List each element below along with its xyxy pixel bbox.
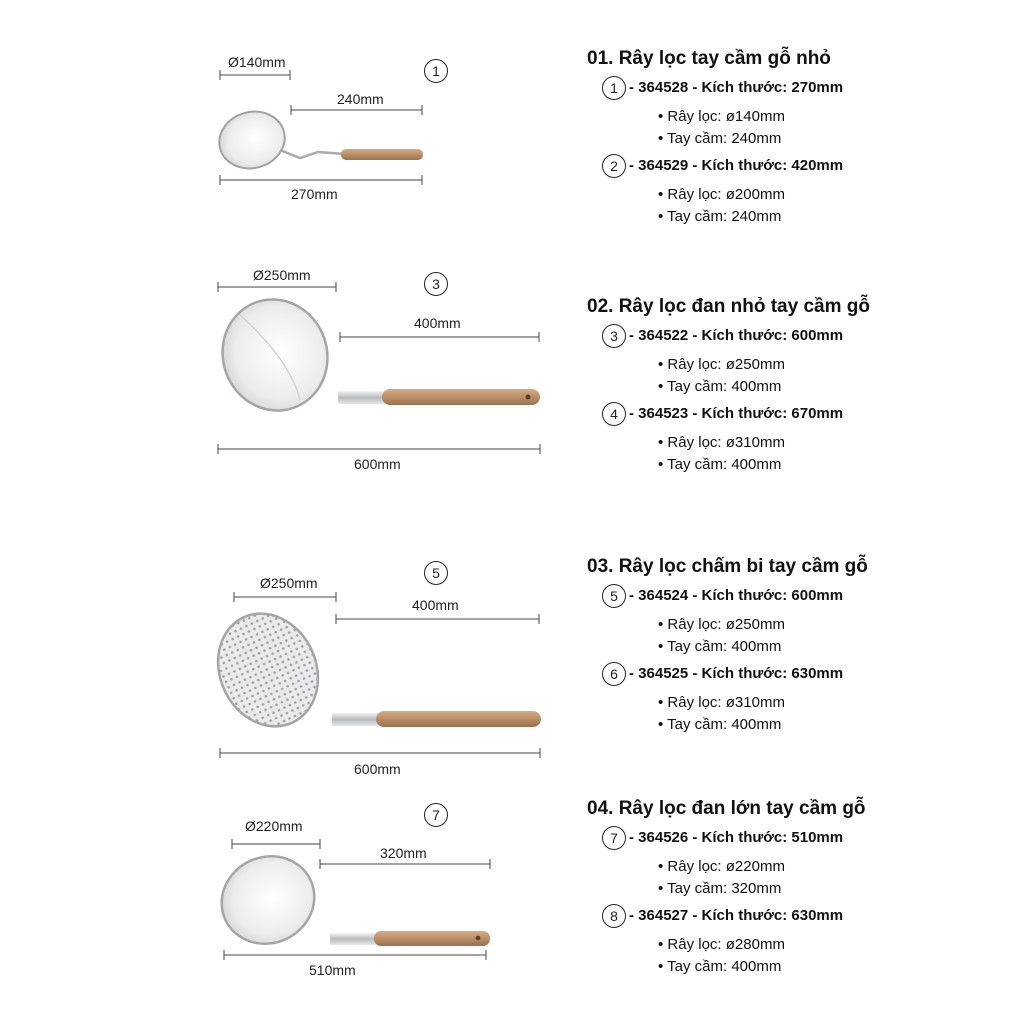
- product-line-364526: [602, 826, 843, 850]
- spec-strainer: • Rây lọc: ø280mm: [658, 936, 785, 953]
- product-label: - 364527 - Kích thước: 630mm: [629, 906, 844, 924]
- illustration-number-1: 1: [424, 59, 448, 83]
- product-label: - 364524 - Kích thước: 600mm: [629, 586, 844, 604]
- product-number: 2: [602, 154, 626, 178]
- handle-label-3: 400mm: [414, 315, 461, 331]
- spec-handle: • Tay cầm: 240mm: [658, 130, 782, 147]
- product-line-364528: [602, 76, 843, 100]
- product-line-364527: [602, 904, 843, 928]
- spec-strainer: • Rây lọc: ø220mm: [658, 858, 785, 875]
- diameter-label-5: Ø250mm: [260, 575, 318, 591]
- diameter-label-3: Ø250mm: [253, 267, 311, 283]
- diameter-label-7: Ø220mm: [245, 818, 303, 834]
- handle-label-1: 240mm: [337, 91, 384, 107]
- product-number: 7: [602, 826, 626, 850]
- section-title-3: 03. Rây lọc chấm bi tay cầm gỗ: [587, 556, 868, 577]
- handle-label-5: 400mm: [412, 597, 459, 613]
- spec-strainer: • Rây lọc: ø200mm: [658, 186, 785, 203]
- diameter-label-1: Ø140mm: [228, 54, 286, 70]
- handle-label-7: 320mm: [380, 845, 427, 861]
- spec-strainer: • Rây lọc: ø310mm: [658, 434, 785, 451]
- product-label: - 364528 - Kích thước: 270mm: [629, 78, 844, 96]
- product-label: - 364523 - Kích thước: 670mm: [629, 404, 844, 422]
- spec-handle: • Tay cầm: 400mm: [658, 456, 782, 473]
- spec-strainer: • Rây lọc: ø250mm: [658, 356, 785, 373]
- strainer-1-drawing: [213, 70, 423, 185]
- spec-handle: • Tay cầm: 320mm: [658, 880, 782, 897]
- product-label: - 364522 - Kích thước: 600mm: [629, 326, 844, 344]
- total-label-5: 600mm: [354, 761, 401, 777]
- spec-strainer: • Rây lọc: ø310mm: [658, 694, 785, 711]
- product-label: - 364526 - Kích thước: 510mm: [629, 828, 844, 846]
- illustration-number-5: 5: [424, 561, 448, 585]
- product-number: 8: [602, 904, 626, 928]
- total-label-7: 510mm: [309, 962, 356, 978]
- spec-handle: • Tay cầm: 400mm: [658, 638, 782, 655]
- total-label-1: 270mm: [291, 186, 338, 202]
- product-number: 3: [602, 324, 626, 348]
- product-line-364522: [602, 324, 843, 348]
- product-line-364523: [602, 402, 843, 426]
- illustration-number-7: 7: [424, 803, 448, 827]
- product-label: - 364525 - Kích thước: 630mm: [629, 664, 844, 682]
- product-number: 5: [602, 584, 626, 608]
- product-number: 4: [602, 402, 626, 426]
- section-title-1: 01. Rây lọc tay cầm gỗ nhỏ: [587, 48, 831, 69]
- total-label-3: 600mm: [354, 456, 401, 472]
- illustration-number-3: 3: [424, 272, 448, 296]
- spec-handle: • Tay cầm: 400mm: [658, 958, 782, 975]
- product-number: 6: [602, 662, 626, 686]
- product-line-364529: [602, 154, 843, 178]
- spec-handle: • Tay cầm: 400mm: [658, 716, 782, 733]
- spec-strainer: • Rây lọc: ø140mm: [658, 108, 785, 125]
- spec-handle: • Tay cầm: 240mm: [658, 208, 782, 225]
- strainer-7-drawing: [207, 839, 490, 960]
- strainer-5-drawing: [200, 592, 541, 758]
- section-title-2: 02. Rây lọc đan nhỏ tay cầm gỗ: [587, 296, 870, 317]
- strainer-3-drawing: [207, 282, 540, 454]
- section-title-4: 04. Rây lọc đan lớn tay cầm gỗ: [587, 798, 866, 819]
- spec-strainer: • Rây lọc: ø250mm: [658, 616, 785, 633]
- product-number: 1: [602, 76, 626, 100]
- product-line-364525: [602, 662, 843, 686]
- product-line-364524: [602, 584, 843, 608]
- product-label: - 364529 - Kích thước: 420mm: [629, 156, 844, 174]
- spec-handle: • Tay cầm: 400mm: [658, 378, 782, 395]
